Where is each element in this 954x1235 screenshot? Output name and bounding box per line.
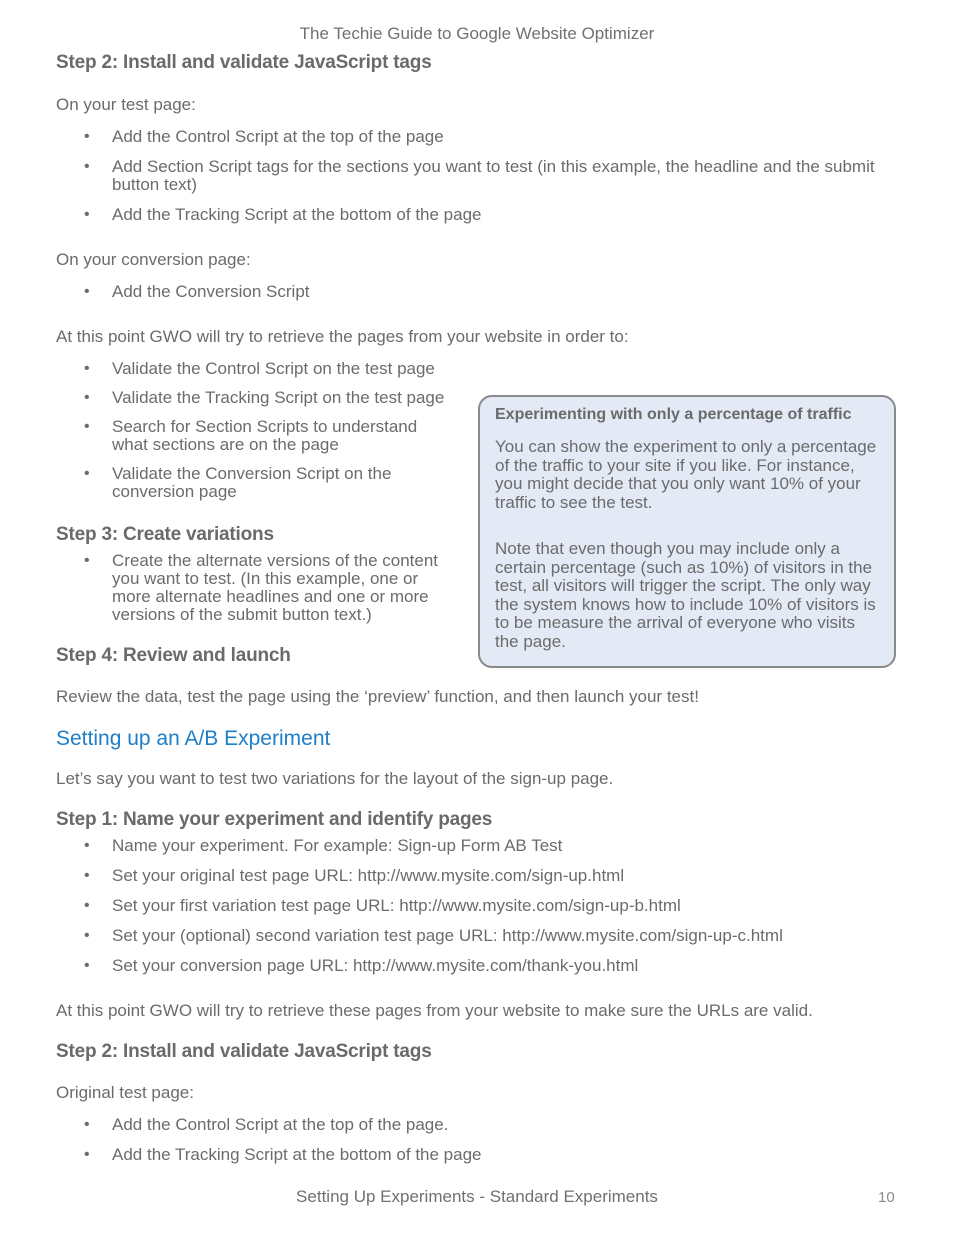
ab-step2-heading: Step 2: Install and validate JavaScript tags	[56, 1041, 432, 1062]
list-item: • Set your first variation test page URL: http://www.mysite.com/sign-up-b.html	[56, 897, 876, 915]
step3-heading: Step 3: Create variations	[56, 524, 274, 545]
ab-section-title: Setting up an A/B Experiment	[56, 727, 331, 750]
ab-step2-bullets	[56, 1116, 876, 1164]
traffic-callout-box	[478, 395, 896, 668]
callout-paragraph: You can show the experiment to only a percentage of the traffic to your site if you like. For instance, you might decide that you only want 10% of your traffic to see the test.	[495, 437, 877, 512]
test-page-bullets	[56, 128, 876, 224]
ab-step1-after: At this point GWO will try to retrieve these pages from your website to make sure the URLs are valid.	[56, 1001, 813, 1020]
list-item: • Add the Control Script at the top of the page	[56, 128, 876, 146]
ab-intro: Let’s say you want to test two variations for the layout of the sign-up page.	[56, 769, 614, 788]
list-item: • Set your (optional) second variation test page URL: http://www.mysite.com/sign-up-c.html	[56, 927, 876, 945]
step3-bullets	[56, 552, 457, 624]
list-item: • Validate the Conversion Script on the conversion page	[56, 465, 457, 501]
list-item: • Add the Conversion Script	[56, 283, 876, 301]
step2-heading: Step 2: Install and validate JavaScript tags	[56, 52, 432, 73]
page-number: 10	[878, 1189, 895, 1206]
callout-title: Experimenting with only a percentage of traffic	[495, 406, 852, 423]
original-page-intro: Original test page:	[56, 1083, 194, 1102]
list-item: • Validate the Tracking Script on the test page	[56, 389, 457, 407]
list-item: • Validate the Control Script on the test page	[56, 360, 457, 378]
conversion-page-intro: On your conversion page:	[56, 250, 251, 269]
validate-intro: At this point GWO will try to retrieve the pages from your website in order to:	[56, 327, 629, 346]
list-item: • Create the alternate versions of the content you want to test. (In this example, one or more alternate headlines and one or more versions of the submit button text.)	[56, 552, 457, 624]
validate-bullets	[56, 360, 457, 501]
page-footer: Setting Up Experiments - Standard Experiments	[296, 1187, 658, 1206]
callout-paragraph: Note that even though you may include only a certain percentage (such as 10%) of visitors in the test, all visitors will trigger the script. The only way the system knows how to include 10% of visitors is to be measure the arrival of everyone who visits the page.	[495, 539, 876, 651]
list-item: • Add the Control Script at the top of the page.	[56, 1116, 876, 1134]
list-item: • Name your experiment. For example: Sign-up Form AB Test	[56, 837, 876, 855]
conversion-bullets	[56, 283, 876, 301]
list-item: • Set your original test page URL: http://www.mysite.com/sign-up.html	[56, 867, 876, 885]
list-item: • Add the Tracking Script at the bottom of the page	[56, 206, 876, 224]
test-page-intro: On your test page:	[56, 95, 196, 114]
ab-step1-bullets	[56, 837, 876, 975]
ab-step1-heading: Step 1: Name your experiment and identify pages	[56, 809, 493, 830]
list-item: • Add the Tracking Script at the bottom of the page	[56, 1146, 876, 1164]
list-item: • Set your conversion page URL: http://www.mysite.com/thank-you.html	[56, 957, 876, 975]
page-header: The Techie Guide to Google Website Optimizer	[299, 24, 655, 43]
step4-heading: Step 4: Review and launch	[56, 645, 291, 666]
review-text: Review the data, test the page using the ‘preview’ function, and then launch your test!	[56, 687, 699, 706]
list-item: • Search for Section Scripts to understand what sections are on the page	[56, 418, 457, 454]
list-item: • Add Section Script tags for the sections you want to test (in this example, the headline and the submit button text)	[56, 158, 876, 194]
